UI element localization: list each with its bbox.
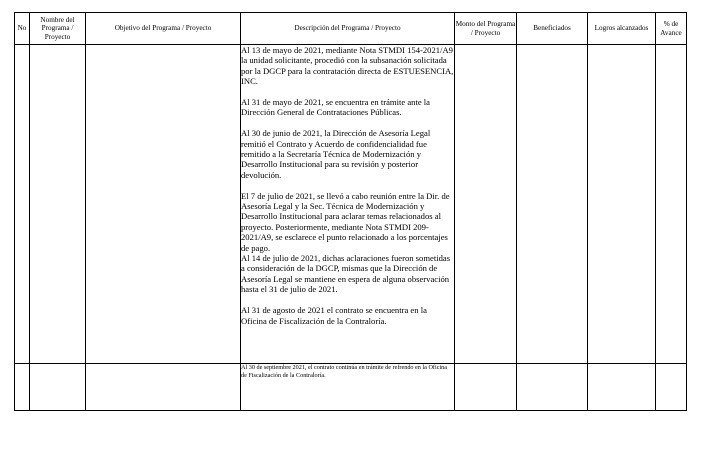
description-paragraph: Al 30 de junio de 2021, la Dirección de Asesoría Legal remitió el Contrato y Acuerdo de confidencialidad fue remitido a la Secretaría Técnica de Modernización y Desarrollo Institucional para su revisión y posterior devolución. <box>241 128 431 180</box>
cell-achievements <box>588 364 656 411</box>
cell-beneficiaries <box>517 364 588 411</box>
cell-program-objective <box>86 364 241 411</box>
cell-progress-percent <box>656 364 687 411</box>
description-paragraph: Al 13 de mayo de 2021, mediante Nota STMDI 154-2021/A9 la unidad solicitante, procedió con la subsanación solicitada por la DGCP para la contratación directa de ESTUESENCIA, INC. <box>241 45 454 87</box>
header-program-name: Nombre del Programa / Proyecto <box>30 13 86 45</box>
header-achievements: Logros alcanzados <box>588 13 656 45</box>
description-paragraph: Al 31 de agosto de 2021 el contrato se encuentra en la Oficina de Fiscalización de la Contraloría. <box>241 305 427 326</box>
header-beneficiaries: Beneficiados <box>517 13 588 45</box>
description-paragraph: Al 14 de julio de 2021, dichas aclaraciones fueron sometidas a consideración de la DGCP, mismas que la Dirección de Asesoría Legal se mantiene en espera de alguna observación hasta el 31 de julio de 2021. <box>241 253 451 295</box>
cell-program-name <box>30 364 86 411</box>
header-program-description: Descripción del Programa / Proyecto <box>241 13 455 45</box>
cell-program-name <box>30 45 86 364</box>
header-progress-percent: % de Avance <box>656 13 687 45</box>
table-row <box>15 45 687 364</box>
cell-no <box>15 364 30 411</box>
cell-program-amount <box>455 45 517 364</box>
table-row <box>15 364 687 411</box>
cell-beneficiaries <box>517 45 588 364</box>
description-paragraph: El 7 de julio de 2021, se llevó a cabo reunión entre la Dir. de Asesoría Legal y la Sec. Técnica de Modernización y Desarrollo Institucional para aclarar temas relacionados al proyecto. Posteriormente, mediante Nota STMDI 209-2021/A9, se esclarece el punto relacionado a los porcentajes de pago. <box>241 190 450 253</box>
header-program-amount: Monto del Programa / Proyecto <box>455 13 517 45</box>
cell-program-description: Al 30 de septiembre 2021, el contrato continúa en trámite de refrendo en la Oficina de Fiscalización de la Contraloría. <box>241 364 455 411</box>
cell-program-amount <box>455 364 517 411</box>
header-row <box>15 13 687 45</box>
header-program-objective: Objetivo del Programa / Proyecto <box>86 13 241 45</box>
header-no: No <box>15 13 30 45</box>
programs-table <box>14 12 687 411</box>
cell-program-description <box>241 45 455 364</box>
cell-no <box>15 45 30 364</box>
cell-program-objective <box>86 45 241 364</box>
cell-progress-percent <box>656 45 687 364</box>
cell-achievements <box>588 45 656 364</box>
description-paragraph: Al 31 de mayo de 2021, se encuentra en trámite ante la Dirección General de Contrataciones Públicas. <box>241 97 430 118</box>
